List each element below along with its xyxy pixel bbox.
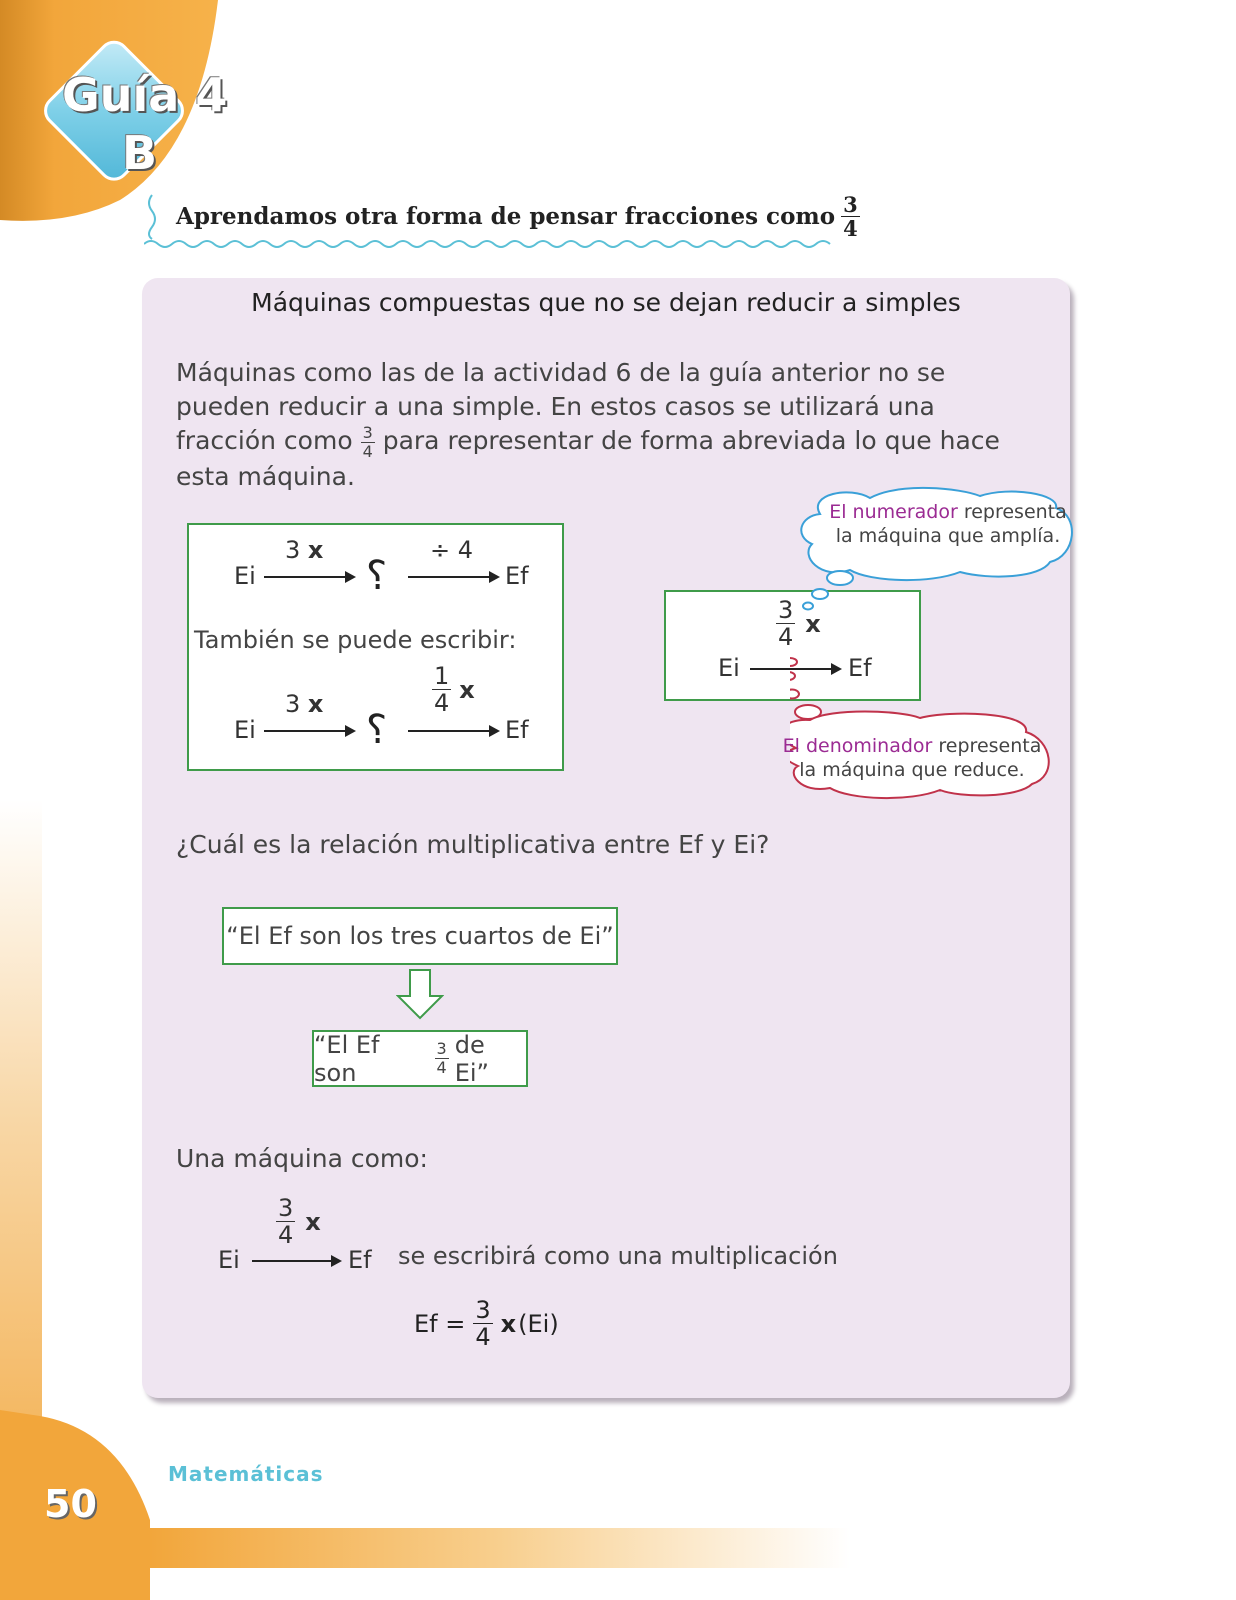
machine1-arrow1 bbox=[264, 576, 354, 578]
machine4-ef: Ef bbox=[348, 1246, 372, 1274]
statement-fraction-box bbox=[312, 1030, 528, 1087]
equation-rhs: (Ei) bbox=[518, 1309, 559, 1338]
machine2-arrow2 bbox=[408, 730, 498, 732]
page-title bbox=[176, 194, 860, 239]
denominator-line2: la máquina que reduce. bbox=[799, 759, 1025, 781]
machine2-ef: Ef bbox=[505, 716, 529, 744]
equation-symbol: x bbox=[500, 1309, 517, 1338]
se-escribira-text: se escribirá como una multiplicación bbox=[398, 1242, 838, 1270]
machine1-arrow2 bbox=[408, 576, 498, 578]
title-underline bbox=[144, 238, 844, 250]
machine2-op2-fraction: 1 4 bbox=[434, 662, 450, 717]
intro-text-1: Máquinas como las de la actividad 6 de la guía anterior no se pueden reducir a una simple. En estos casos se utilizará una fracción como bbox=[176, 358, 946, 455]
machine4-arrow bbox=[252, 1260, 340, 1262]
page-number: 50 bbox=[44, 1482, 97, 1526]
machine2-op1: 3 x bbox=[285, 690, 324, 718]
footer-subject: Matemáticas bbox=[168, 1462, 324, 1486]
machine1-ef: Ef bbox=[505, 562, 529, 590]
statement1-text: “El Ef son los tres cuartos de Ei” bbox=[226, 922, 614, 950]
statement2-fraction: 3 4 bbox=[436, 1039, 447, 1077]
guide-label: Guía 4 bbox=[62, 68, 228, 122]
machine3-fraction: 3 4 bbox=[778, 596, 794, 651]
machine3-ei: Ei bbox=[718, 654, 740, 682]
machine1-unknown: ? bbox=[366, 553, 388, 599]
panel-heading: Máquinas compuestas que no se dejan reducir a simples bbox=[251, 288, 961, 317]
equation bbox=[414, 1298, 559, 1349]
statement-box bbox=[222, 907, 618, 965]
machine4-fraction: 3 4 bbox=[278, 1194, 294, 1249]
statement2-text-1: “El Ef son bbox=[314, 1030, 380, 1087]
equation-fraction: $\frac{3}{4}$ bbox=[475, 1296, 491, 1351]
statement2-text-2: de Ei” bbox=[454, 1030, 489, 1087]
intro-paragraph bbox=[176, 356, 1036, 494]
denominator-rest: representa bbox=[938, 735, 1042, 757]
machine2-unknown: ? bbox=[366, 707, 388, 753]
machine3-op: 3 4 x bbox=[778, 596, 821, 651]
title-text: Aprendamos otra forma de pensar fracciones como bbox=[176, 203, 836, 230]
bubble-numerator bbox=[808, 500, 1088, 548]
machine3-ef: Ef bbox=[848, 654, 872, 682]
intro-fraction: $\frac{3}{4}$ bbox=[362, 422, 373, 461]
machine1-op1: 3 x bbox=[285, 536, 324, 564]
machine2-arrow1 bbox=[264, 730, 354, 732]
equation-lhs: Ef = bbox=[414, 1309, 466, 1338]
title-fraction: 3 4 bbox=[843, 192, 858, 241]
numerator-highlight: El numerador bbox=[829, 501, 958, 523]
machine4-op: 3 4 x bbox=[278, 1194, 321, 1249]
machine1-op2: ÷ 4 bbox=[430, 536, 474, 564]
machine4-ei: Ei bbox=[218, 1246, 240, 1274]
denominator-highlight: El denominador bbox=[782, 735, 933, 757]
footer-bar bbox=[150, 1528, 850, 1568]
question: ¿Cuál es la relación multiplicativa entre Ef y Ei? bbox=[176, 830, 770, 859]
machine2-ei: Ei bbox=[234, 716, 256, 744]
numerator-line2: la máquina que amplía. bbox=[835, 525, 1061, 547]
also-label: También se puede escribir: bbox=[194, 626, 517, 654]
machine2-op2: 1 4 x bbox=[434, 662, 475, 717]
bubble-denominator bbox=[772, 734, 1052, 782]
intro-text-2: para representar de forma abreviada lo que hace esta máquina. bbox=[176, 426, 1000, 491]
una-maquina-label: Una máquina como: bbox=[176, 1144, 428, 1173]
numerator-rest: representa bbox=[963, 501, 1067, 523]
guide-sub: B bbox=[122, 126, 158, 180]
machine1-ei: Ei bbox=[234, 562, 256, 590]
down-arrow-icon bbox=[396, 968, 444, 1020]
